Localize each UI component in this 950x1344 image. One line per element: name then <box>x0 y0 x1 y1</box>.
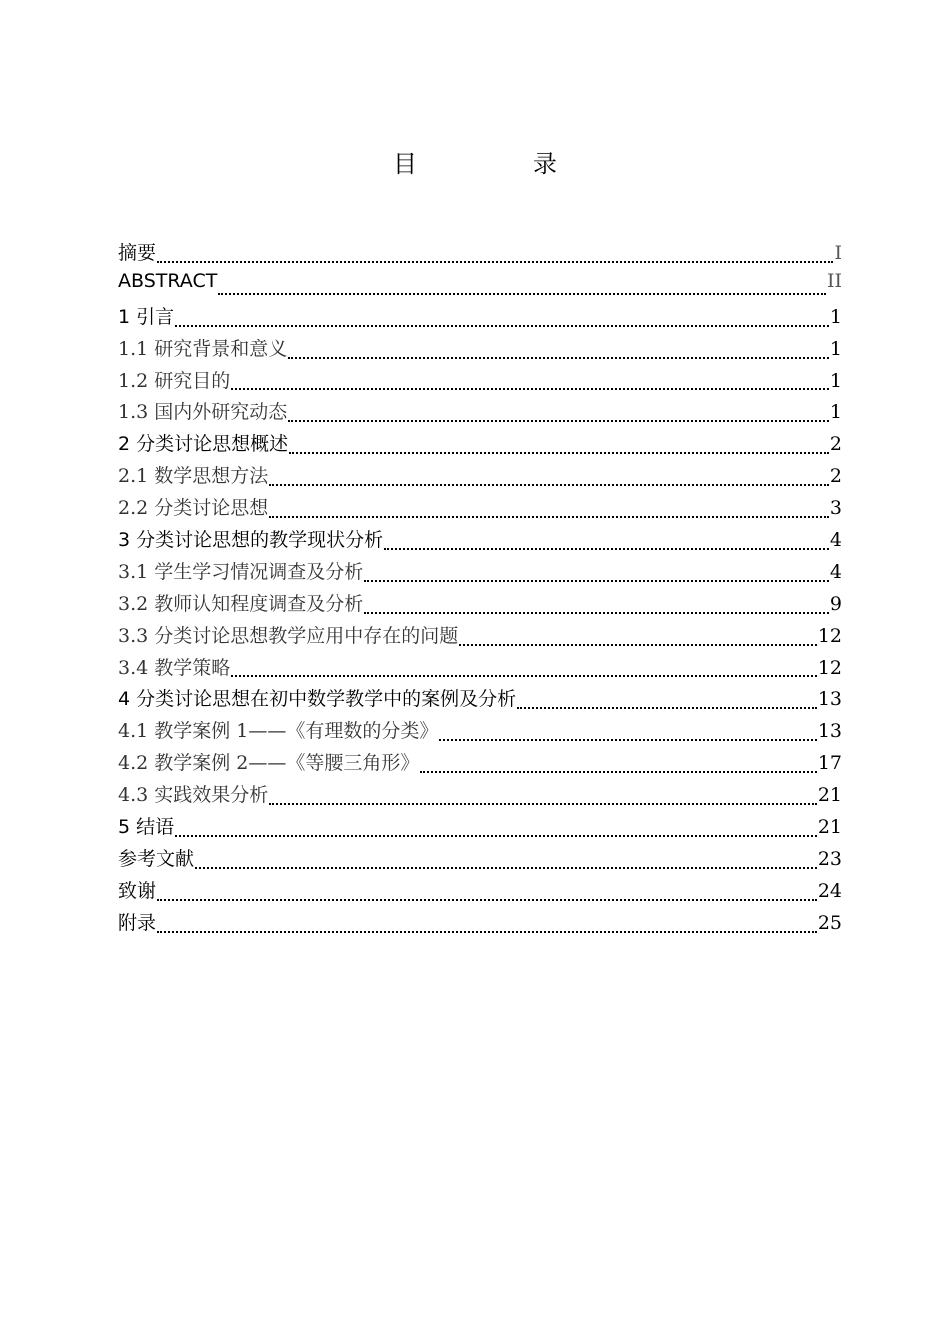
toc-entry-page: I <box>834 242 842 264</box>
toc-leader-dots <box>269 484 829 486</box>
toc-entry[interactable] <box>118 557 842 589</box>
toc-entry-label: 1.3 国内外研究动态 <box>118 401 288 424</box>
toc-entry-page: 21 <box>817 816 842 839</box>
toc-entry[interactable] <box>118 270 842 302</box>
toc-leader-dots <box>420 771 816 773</box>
toc-entry-page: 12 <box>817 624 842 647</box>
toc-entry-label: ABSTRACT <box>118 269 218 292</box>
toc-entry-label: 2 分类讨论思想概述 <box>118 433 289 456</box>
toc-entry-label: 4.3 实践效果分析 <box>118 784 269 807</box>
toc-entry-page: 1 <box>829 369 842 392</box>
toc-entry-page: 4 <box>829 529 842 552</box>
toc-entry-label: 摘要 <box>118 242 157 264</box>
toc-entry-label: 附录 <box>118 911 157 934</box>
toc-leader-dots <box>175 835 817 837</box>
toc-entry[interactable] <box>118 493 842 525</box>
toc-entry-label: 参考文献 <box>118 847 195 870</box>
toc-entry-label: 4.2 教学案例 2——《等腰三角形》 <box>118 752 420 775</box>
toc-leader-dots <box>231 388 829 390</box>
toc-leader-dots <box>289 452 829 454</box>
toc-leader-dots <box>157 261 833 263</box>
toc-leader-dots <box>364 580 829 582</box>
toc-entry-page: 12 <box>817 656 842 679</box>
toc-entry-page: 23 <box>817 847 842 870</box>
toc-entry-label: 3.1 学生学习情况调查及分析 <box>118 560 364 583</box>
toc-entry[interactable] <box>118 238 842 270</box>
toc-entry-page: 3 <box>829 497 842 520</box>
toc-entry-label: 3.4 教学策略 <box>118 656 231 679</box>
toc-entry[interactable] <box>118 621 842 653</box>
toc-entry-page: 17 <box>817 752 842 775</box>
toc-entry-page: 4 <box>829 560 842 583</box>
toc-entry-page: 1 <box>829 337 842 360</box>
toc-entry-label: 3.2 教师认知程度调查及分析 <box>118 592 364 615</box>
toc-leader-dots <box>157 899 817 901</box>
toc-entry[interactable] <box>118 461 842 493</box>
toc-entry-label: 4 分类讨论思想在初中数学教学中的案例及分析 <box>118 688 517 711</box>
toc-entry-page: 13 <box>817 688 842 711</box>
toc-entry[interactable] <box>118 684 842 716</box>
toc-leader-dots <box>231 675 817 677</box>
toc-entry-label: 3.3 分类讨论思想教学应用中存在的问题 <box>118 624 459 647</box>
toc-leader-dots <box>218 293 826 295</box>
toc-entry-label: 5 结语 <box>118 816 175 839</box>
toc-entry-page: 9 <box>829 592 842 615</box>
toc-entry-page: 13 <box>817 720 842 743</box>
toc-entry-label: 2.2 分类讨论思想 <box>118 497 269 520</box>
toc-entry-label: 1.1 研究背景和意义 <box>118 337 288 360</box>
toc-entry-page: 21 <box>817 784 842 807</box>
toc-entry-page: 2 <box>829 433 842 456</box>
toc-entry-label: 2.1 数学思想方法 <box>118 465 269 488</box>
toc-entry-page: 24 <box>817 879 842 902</box>
toc-entry[interactable] <box>118 780 842 812</box>
toc-entry-page: 2 <box>829 465 842 488</box>
toc-entry-page: 1 <box>829 401 842 424</box>
toc-entry[interactable] <box>118 653 842 685</box>
toc-entry[interactable] <box>118 397 842 429</box>
toc-entry-label: 1.2 研究目的 <box>118 369 231 392</box>
toc-leader-dots <box>288 357 829 359</box>
toc-leader-dots <box>195 867 817 869</box>
toc-title: 目 录 <box>393 150 603 178</box>
toc-leader-dots <box>175 325 829 327</box>
toc-leader-dots <box>269 803 817 805</box>
toc-leader-dots <box>459 644 817 646</box>
toc-entry-label: 3 分类讨论思想的教学现状分析 <box>118 529 384 552</box>
toc-entry[interactable] <box>118 334 842 366</box>
toc-leader-dots <box>517 707 817 709</box>
toc-leader-dots <box>364 612 829 614</box>
toc-entry-label: 4.1 教学案例 1——《有理数的分类》 <box>118 720 439 743</box>
toc-leader-dots <box>269 516 829 518</box>
toc-entry[interactable] <box>118 716 842 748</box>
table-of-contents <box>118 238 842 940</box>
toc-leader-dots <box>439 739 816 741</box>
toc-entry-page: II <box>826 269 842 292</box>
toc-entry-label: 致谢 <box>118 879 157 902</box>
toc-leader-dots <box>384 548 829 550</box>
toc-entry[interactable] <box>118 844 842 876</box>
toc-entry-label: 1 引言 <box>118 305 175 328</box>
toc-entry[interactable] <box>118 876 842 908</box>
toc-leader-dots <box>288 420 829 422</box>
toc-leader-dots <box>157 931 817 933</box>
toc-entry[interactable] <box>118 525 842 557</box>
toc-entry-page: 25 <box>817 911 842 934</box>
toc-entry[interactable] <box>118 812 842 844</box>
toc-entry[interactable] <box>118 589 842 621</box>
toc-entry[interactable] <box>118 302 842 334</box>
toc-entry[interactable] <box>118 908 842 940</box>
toc-entry[interactable] <box>118 429 842 461</box>
toc-entry[interactable] <box>118 748 842 780</box>
toc-entry[interactable] <box>118 366 842 398</box>
toc-entry-page: 1 <box>829 305 842 328</box>
